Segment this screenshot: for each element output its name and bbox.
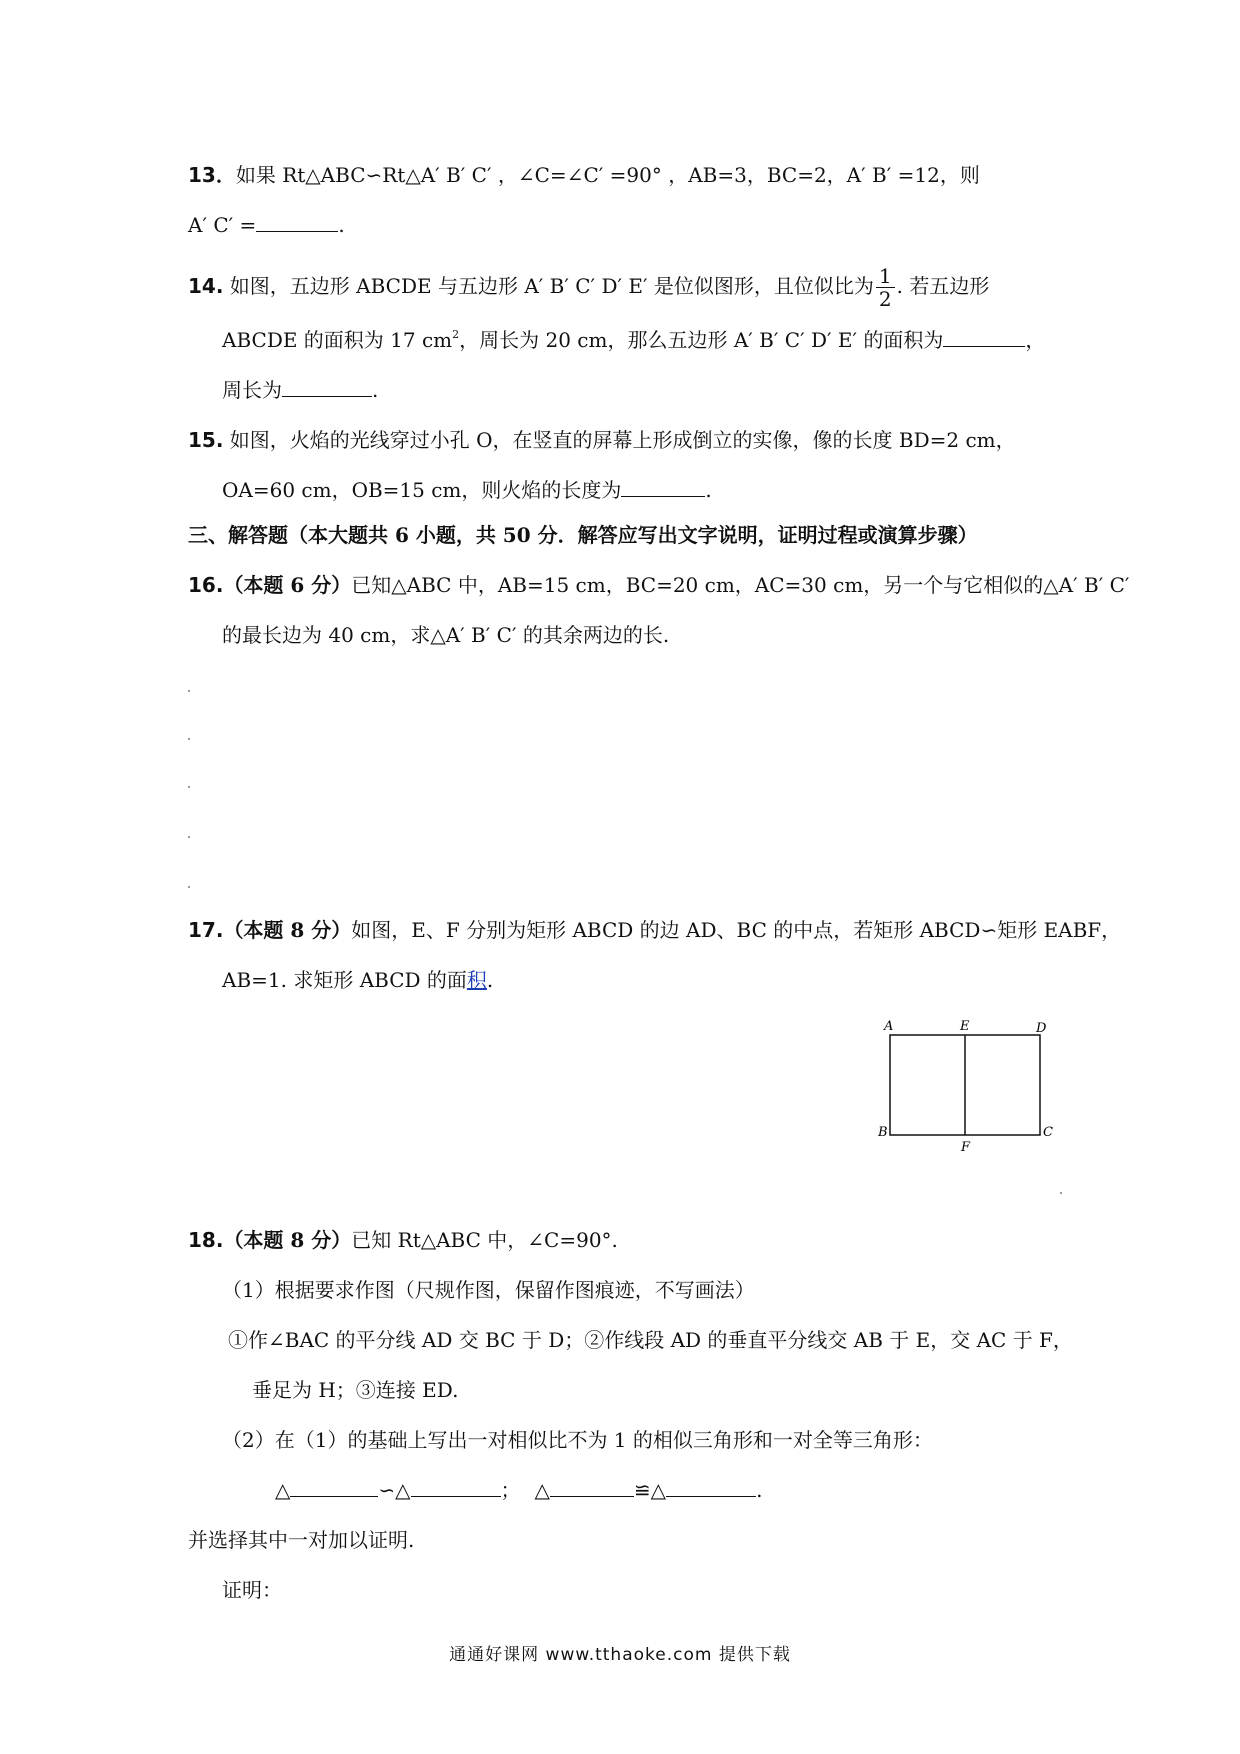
q16-text-2: 的最长边为 40 cm，求△A′ B′ C′ 的其余两边的长. xyxy=(222,623,670,647)
section3-title: 三、解答题（本大题共 6 小题，共 50 分．解答应写出文字说明，证明过程或演算步骤） xyxy=(188,523,978,547)
q14-text-1a: 如图，五边形 ABCDE 与五边形 A′ B′ C′ D′ E′ 是位似图形，且位似比为 xyxy=(229,274,874,298)
q18-choose-text: 并选择其中一对加以证明. xyxy=(188,1528,415,1552)
q14-number: 14. xyxy=(188,274,224,298)
label-e: E xyxy=(960,1019,970,1034)
q14-text-3: 周长为 xyxy=(222,378,282,402)
q17-link[interactable]: 积 xyxy=(466,968,487,992)
q14-superscript: 2 xyxy=(452,328,460,341)
q18-part2-text: （2）在（1）的基础上写出一对相似比不为 1 的相似三角形和一对全等三角形： xyxy=(222,1428,933,1452)
q15-answer-blank[interactable] xyxy=(621,478,705,497)
section3-heading xyxy=(188,520,978,550)
scan-dot xyxy=(1060,1192,1062,1194)
q18-tri2: △ xyxy=(534,1478,550,1502)
q18-points: （本题 8 分） xyxy=(223,1228,352,1252)
q18-text-1: 已知 Rt△ABC 中，∠C=90°. xyxy=(351,1228,618,1252)
scan-dot xyxy=(188,836,190,838)
q18-proof xyxy=(222,1575,282,1605)
scan-dot xyxy=(188,786,190,788)
q14-text-1b: . 若五边形 xyxy=(896,274,990,298)
q15-number: 15. xyxy=(188,428,224,452)
q14-text-2b: ，周长为 20 cm，那么五边形 A′ B′ C′ D′ E′ 的面积为 xyxy=(459,328,944,352)
q15-line1 xyxy=(188,425,1016,455)
q14-line2 xyxy=(222,325,1045,359)
q14-frac-den: 2 xyxy=(878,287,892,311)
scan-dot xyxy=(188,886,190,888)
q14-comma: ， xyxy=(1025,328,1046,352)
q14-line1 xyxy=(188,265,989,310)
q14-perimeter-blank[interactable] xyxy=(282,378,372,397)
q18-sim: ∽△ xyxy=(378,1478,411,1502)
q16-line2 xyxy=(222,620,669,650)
q17-line2 xyxy=(222,965,493,995)
q14-frac-num: 1 xyxy=(876,265,895,288)
q16-line1 xyxy=(188,570,1129,600)
q13-line1 xyxy=(188,160,980,190)
q18-line1 xyxy=(188,1225,618,1255)
label-b: B xyxy=(878,1125,888,1140)
label-d: D xyxy=(1036,1021,1047,1036)
q17-points: （本题 8 分） xyxy=(223,918,352,942)
q15-text-1: 如图，火焰的光线穿过小孔 O，在竖直的屏幕上形成倒立的实像，像的长度 BD=2 cm， xyxy=(229,428,1016,452)
q18-similar-blank-1[interactable] xyxy=(290,1478,378,1497)
q14-line3 xyxy=(222,375,378,405)
scan-dot xyxy=(188,690,190,692)
q17-text-2a: AB=1. 求矩形 ABCD 的面 xyxy=(222,968,467,992)
q16-points: （本题 6 分） xyxy=(223,573,352,597)
q13-number: 13． xyxy=(188,163,236,187)
q18-steps1 xyxy=(228,1325,1073,1355)
q17-text-2b: . xyxy=(486,968,494,992)
q16-number: 16. xyxy=(188,573,224,597)
q18-similar-blank-2[interactable] xyxy=(411,1478,501,1497)
q17-text-1: 如图，E、F 分别为矩形 ABCD 的边 AD、BC 的中点，若矩形 ABCD∽矩形 EABF， xyxy=(351,918,1122,942)
q18-proof-text: 证明： xyxy=(222,1578,282,1602)
q17-number: 17. xyxy=(188,918,224,942)
q18-part1 xyxy=(222,1275,755,1305)
footer-text: 通通好课网 www.tthaoke.com 提供下载 xyxy=(449,1645,791,1665)
label-f: F xyxy=(961,1140,971,1155)
q17-line1 xyxy=(188,915,1121,945)
scan-dot xyxy=(188,738,190,740)
q13-line2 xyxy=(188,210,345,240)
q18-part2 xyxy=(222,1425,933,1455)
q18-part1-text: （1）根据要求作图（尺规作图，保留作图痕迹，不写画法） xyxy=(222,1278,755,1302)
q18-period: . xyxy=(756,1478,763,1502)
q18-cong: ≌△ xyxy=(633,1478,667,1502)
footer xyxy=(0,1640,1240,1665)
q14-fraction xyxy=(876,265,895,310)
q13-text-2: A′ C′ = xyxy=(188,213,257,237)
q16-text-1: 已知△ABC 中，AB=15 cm，BC=20 cm，AC=30 cm，另一个与它相似的△A′ B′ C′ xyxy=(351,573,1130,597)
q13-period: . xyxy=(338,213,345,237)
q18-choose xyxy=(188,1525,414,1555)
q18-number: 18. xyxy=(188,1228,224,1252)
q15-text-2: OA=60 cm，OB=15 cm，则火焰的长度为 xyxy=(222,478,622,502)
q18-congruent-blank-1[interactable] xyxy=(550,1478,634,1497)
q18-steps2-text: 垂足为 H；③连接 ED. xyxy=(252,1378,459,1402)
rectangle-figure xyxy=(870,1010,1070,1170)
q13-answer-blank[interactable] xyxy=(256,213,338,232)
q14-area-blank[interactable] xyxy=(943,328,1025,347)
q14-text-2a: ABCDE 的面积为 17 cm xyxy=(222,328,453,352)
q18-steps1-text: ①作∠BAC 的平分线 AD 交 BC 于 D；②作线段 AD 的垂直平分线交 AB 于 E，交 AC 于 F， xyxy=(228,1328,1073,1352)
q14-period: . xyxy=(372,378,379,402)
q15-line2 xyxy=(222,475,712,505)
q13-text-1: 如果 Rt△ABC∽Rt△A′ B′ C′ ，∠C=∠C′ =90° ，AB=3，BC=2，A′ B′ =12，则 xyxy=(235,163,980,187)
q18-congruent-blank-2[interactable] xyxy=(666,1478,756,1497)
q18-answers xyxy=(275,1475,762,1505)
label-a: A xyxy=(884,1019,894,1034)
q18-semicolon: ； xyxy=(500,1478,521,1502)
q18-steps2 xyxy=(252,1375,458,1405)
q15-period: . xyxy=(705,478,712,502)
q18-tri1: △ xyxy=(275,1478,291,1502)
label-c: C xyxy=(1043,1125,1053,1140)
